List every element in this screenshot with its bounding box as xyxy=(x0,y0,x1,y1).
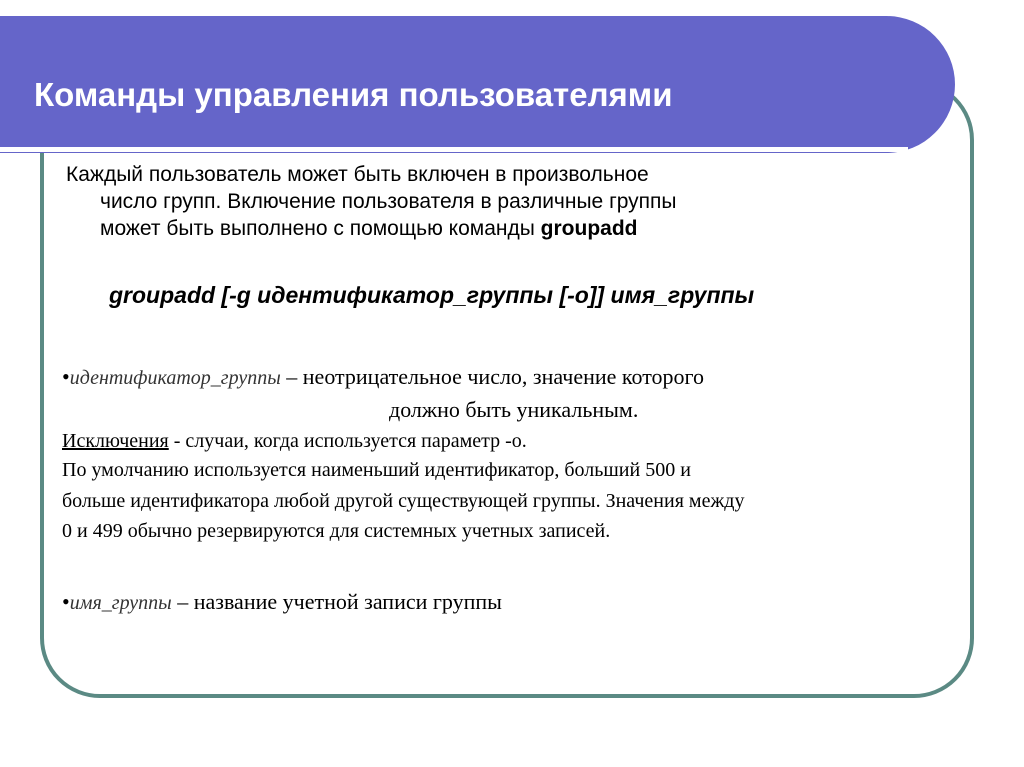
default-line-2: больше идентификатора любой другой существующей группы. Значения между xyxy=(62,490,745,512)
exceptions-text: - случаи, когда используется параметр -о. xyxy=(168,430,527,452)
command-syntax: groupadd [-g идентификатор_группы [-o]] имя_группы xyxy=(109,282,755,308)
title-underline xyxy=(0,147,908,152)
exceptions-line xyxy=(62,430,527,453)
term-group-name: имя_группы xyxy=(69,592,172,614)
term-group-id: идентификатор_группы xyxy=(69,367,281,389)
bullet-group-id xyxy=(62,364,704,390)
group-id-description-1: неотрицательное число, значение которого xyxy=(302,364,705,389)
slide-title: Команды управления пользователями xyxy=(34,76,673,113)
default-line-1: По умолчанию используется наименьший идентификатор, больший 500 и xyxy=(62,459,691,481)
term-dash: – xyxy=(280,364,303,389)
intro-paragraph xyxy=(66,161,926,242)
group-name-description: название учетной записи группы xyxy=(193,589,502,614)
bullet-marker: • xyxy=(62,364,70,389)
title-banner xyxy=(0,16,955,153)
intro-line-1: Каждый пользователь может быть включен в произвольное xyxy=(66,163,649,186)
intro-line-3-text: может быть выполнено с помощью команды xyxy=(100,217,541,240)
default-line-3: 0 и 499 обычно резервируются для системных учетных записей. xyxy=(62,520,611,542)
term-dash: – xyxy=(171,589,194,614)
bullet-marker: • xyxy=(62,589,70,614)
intro-command-name: groupadd xyxy=(540,217,638,240)
exceptions-label: Исключения xyxy=(62,430,169,452)
intro-line-3 xyxy=(66,215,926,242)
intro-line-2: число групп. Включение пользователя в различные группы xyxy=(100,190,677,213)
group-id-description-2: должно быть уникальным. xyxy=(389,397,639,422)
bullet-group-name xyxy=(62,589,502,615)
